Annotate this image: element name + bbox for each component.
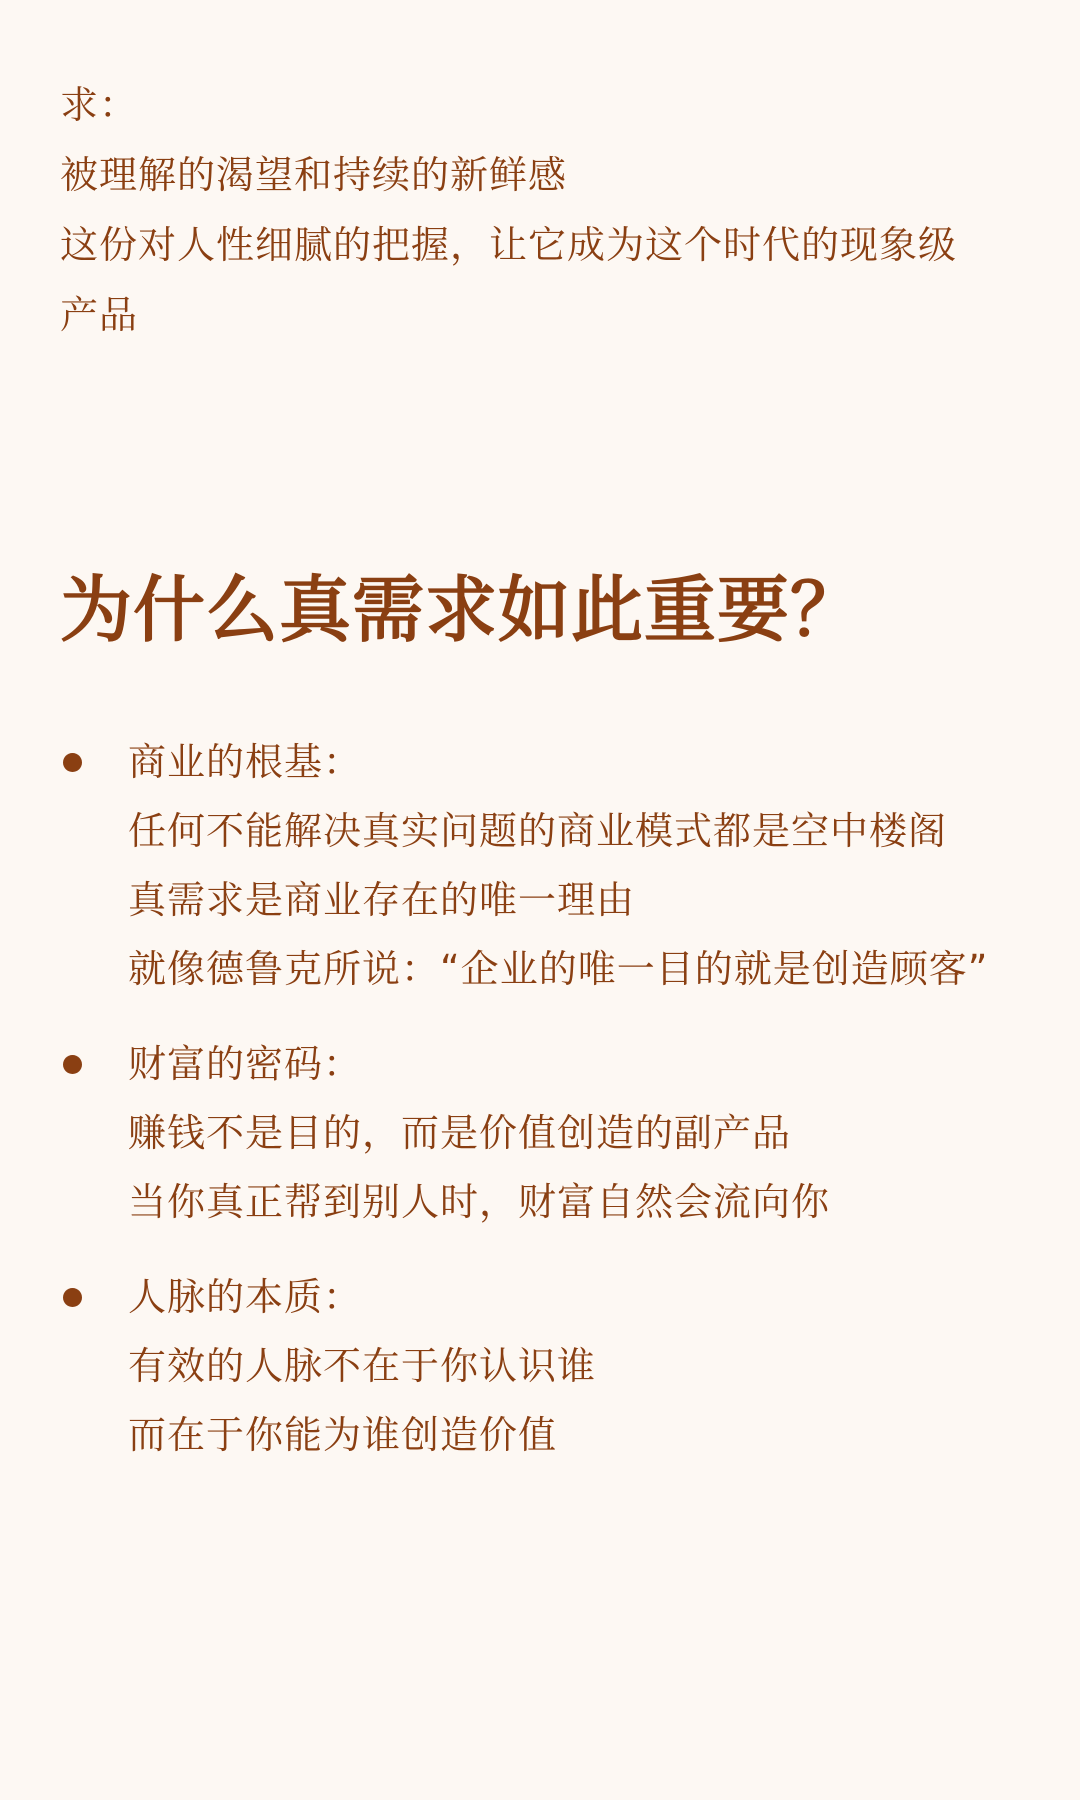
bullet-list [60, 728, 1040, 1470]
bullet-title: 商业的根基： [128, 740, 363, 784]
bullet-line: 当你真正帮到别人时，财富自然会流向你 [128, 1180, 831, 1224]
intro-line: 求： [60, 83, 139, 127]
intro-paragraph [60, 70, 1040, 350]
bullet-line: 有效的人脉不在于你认识谁 [128, 1344, 597, 1388]
bullet-item-wealth-code [60, 1030, 1040, 1237]
section-heading: 为什么真需求如此重要？ [60, 568, 864, 652]
bullet-line: 就像德鲁克所说：“企业的唯一目的就是创造顾客” [128, 947, 989, 991]
bullet-dot-icon [63, 753, 82, 772]
intro-line: 产品 [60, 293, 139, 337]
bullet-title: 财富的密码： [128, 1042, 363, 1086]
bullet-line: 任何不能解决真实问题的商业模式都是空中楼阁 [128, 809, 948, 853]
bullet-line: 赚钱不是目的，而是价值创造的副产品 [128, 1111, 792, 1155]
bullet-line: 真需求是商业存在的唯一理由 [128, 878, 636, 922]
bullet-title: 人脉的本质： [128, 1275, 363, 1319]
bullet-line: 而在于你能为谁创造价值 [128, 1413, 558, 1457]
intro-line: 这份对人性细腻的把握，让它成为这个时代的现象级 [60, 223, 958, 267]
bullet-dot-icon [63, 1055, 82, 1074]
bullet-item-network-essence [60, 1263, 1040, 1470]
bullet-item-business-foundation [60, 728, 1040, 1004]
intro-line: 被理解的渴望和持续的新鲜感 [60, 153, 568, 197]
bullet-dot-icon [63, 1288, 82, 1307]
